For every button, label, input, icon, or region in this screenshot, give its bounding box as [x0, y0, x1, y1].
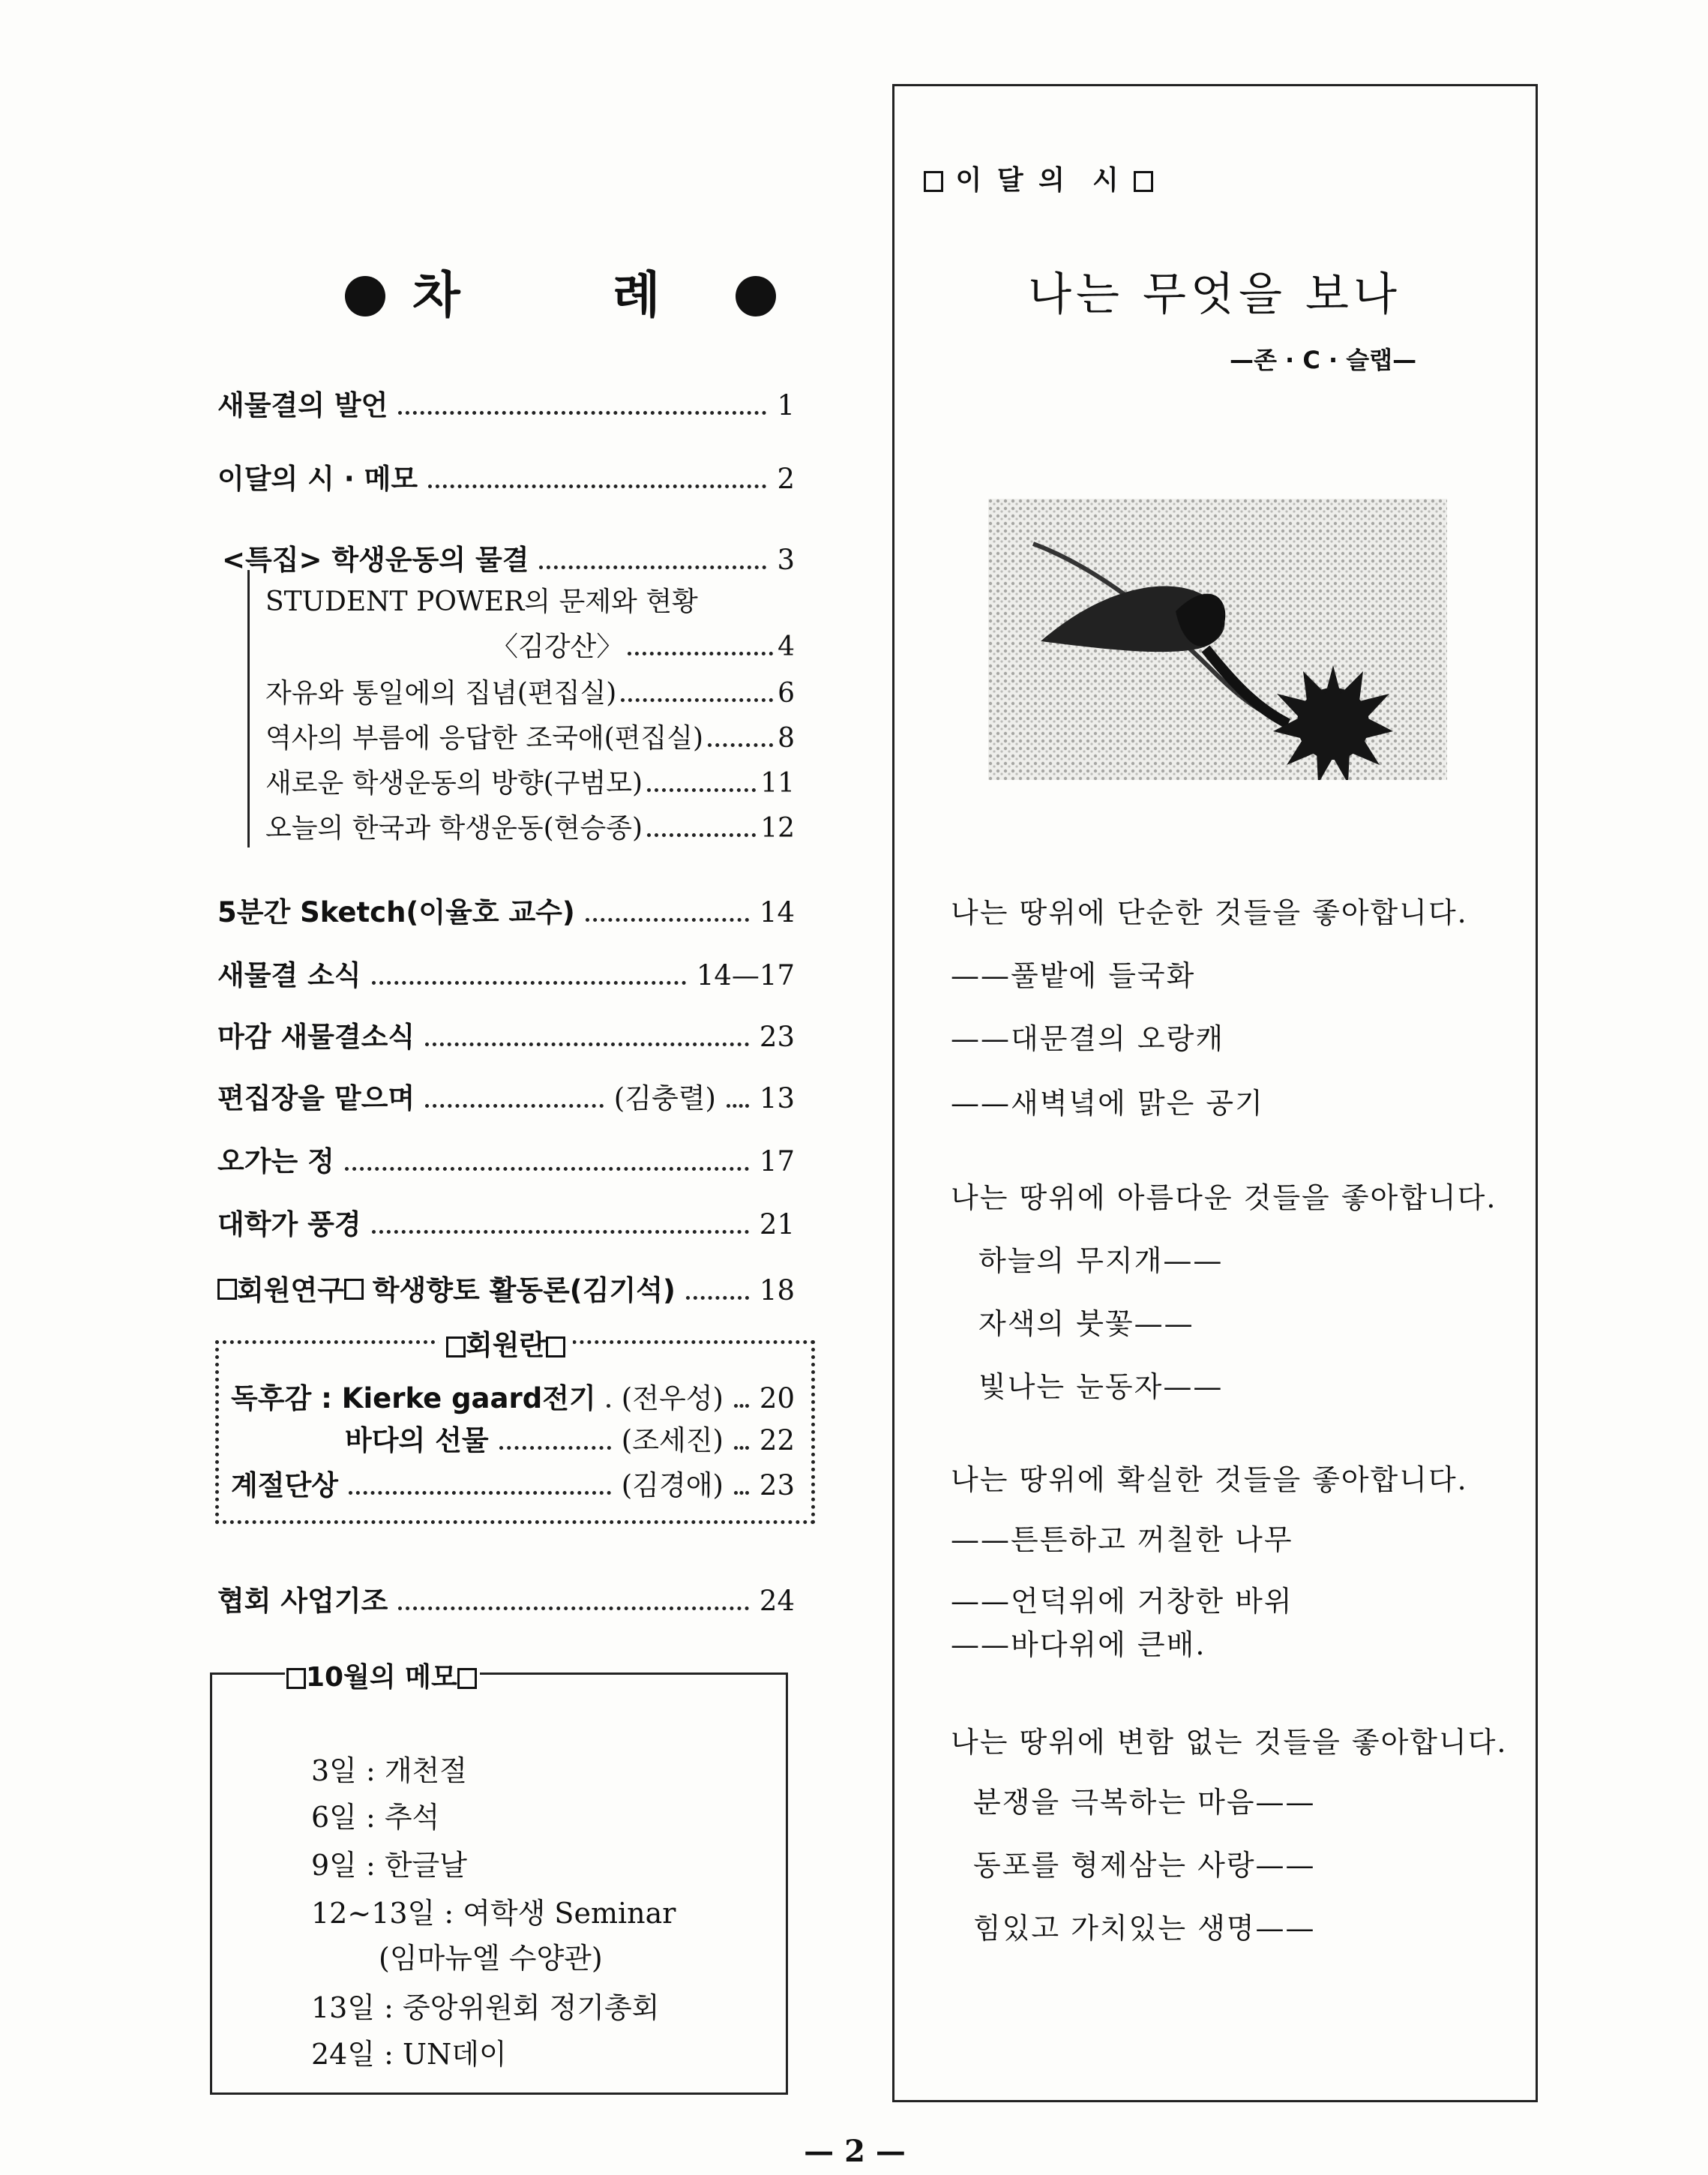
toc-entry-page: 24	[759, 1585, 795, 1617]
special-item-author	[491, 626, 795, 664]
poem-line: ——대문결의 오랑캐	[951, 1022, 1225, 1055]
memo-title-text: 10월의 메모	[306, 1662, 457, 1693]
poem-line: 빛나는 눈동자——	[978, 1370, 1224, 1403]
poem-stanza-lead: 나는 땅위에 단순한 것들을 좋아합니다.	[951, 896, 1468, 929]
toc-entry-label: 편집장을 맡으며	[217, 1082, 415, 1114]
toc-entry-page: 18	[759, 1274, 795, 1306]
member-entry-page: 23	[759, 1469, 795, 1502]
toc-entry-label: 이달의 시 · 메모	[217, 463, 418, 495]
memo-title	[286, 1656, 477, 1694]
toc-entry	[217, 1138, 795, 1179]
poem-author: —존 · C · 슬랩—	[1230, 346, 1417, 374]
poem-line: 동포를 형제삼는 사랑——	[973, 1849, 1316, 1882]
memo-item: 3일 : 개천절	[311, 1754, 467, 1787]
special-item	[265, 762, 795, 800]
toc-entry-page: 14—17	[696, 959, 795, 992]
toc-entry	[217, 1076, 795, 1116]
poem-line: 힘있고 가치있는 생명——	[973, 1912, 1316, 1945]
special-item	[265, 580, 795, 619]
memo-item: 12~13일 : 여학생 Seminar	[311, 1897, 676, 1930]
toc-entry-page: 2	[777, 463, 795, 495]
special-item-label: STUDENT POWER의 문제와 현황	[265, 586, 698, 617]
member-entry	[345, 1418, 795, 1458]
toc-entry-label: 새물결의 발언	[217, 389, 388, 422]
toc-entry	[217, 1578, 795, 1618]
bullet-dot-icon	[736, 276, 776, 316]
toc-entry-page: 1	[777, 389, 795, 422]
poem-line: 자색의 붓꽃——	[978, 1307, 1194, 1340]
member-entry-author: (김경애)	[621, 1469, 724, 1502]
special-item-page: 4	[778, 632, 795, 662]
poem-line: ——바다위에 큰배.	[951, 1628, 1206, 1661]
toc-entry-label: 오가는 정	[217, 1145, 334, 1178]
toc-entry-label: 회원연구	[237, 1274, 344, 1306]
member-entry-label: 독후감 : Kierke gaard전기	[231, 1382, 596, 1414]
special-item-page: 6	[778, 678, 795, 709]
poem-section-label	[924, 159, 1153, 197]
toc-entry-page: 21	[759, 1208, 795, 1240]
page-number: — 2 —	[804, 2134, 906, 2169]
poem-line: ——새벽녘에 맑은 공기	[951, 1087, 1264, 1120]
memo-item: 9일 : 한글날	[311, 1849, 467, 1882]
special-item	[265, 717, 795, 755]
memo-item: 6일 : 추석	[311, 1801, 440, 1834]
member-entry-author: (조세진)	[621, 1424, 724, 1456]
poem-title: 나는 무엇을 보나	[1028, 268, 1401, 321]
member-section-title-text: 회원란	[466, 1329, 547, 1361]
checkbox-square-icon	[1134, 171, 1153, 192]
member-entry-label: 계절단상	[231, 1469, 338, 1502]
toc-entry	[217, 1014, 795, 1054]
special-item-page: 8	[778, 723, 795, 754]
memo-item: 24일 : UN데이	[311, 2038, 507, 2071]
toc-title-text: 차 례	[412, 266, 728, 324]
toc-entry-label: 마감 새물결소식	[217, 1021, 415, 1053]
toc-entry-label: 대학가 풍경	[217, 1208, 361, 1240]
toc-entry-page: 13	[759, 1082, 795, 1114]
toc-entry-label: <특집> 학생운동의 물결	[222, 544, 529, 576]
toc-entry-page: 17	[759, 1145, 795, 1178]
toc-entry-special	[222, 537, 795, 578]
special-item	[265, 672, 795, 710]
member-entry	[231, 1376, 795, 1416]
toc-entry-page: 23	[759, 1021, 795, 1053]
checkbox-square-icon	[457, 1668, 477, 1689]
poem-stanza-lead: 나는 땅위에 아름다운 것들을 좋아합니다.	[951, 1181, 1497, 1214]
special-item	[265, 807, 795, 845]
member-entry-author: (전우성)	[621, 1382, 724, 1414]
toc-entry	[217, 382, 795, 423]
special-item-author-text: 〈김강산〉	[491, 632, 624, 662]
toc-entry-author: (김충렬)	[613, 1082, 716, 1114]
poem-line: ——튼튼하고 꺼칠한 나무	[951, 1523, 1293, 1556]
special-item-page: 12	[760, 813, 795, 844]
toc-entry-label: 학생향토 활동론(김기석)	[372, 1274, 676, 1306]
checkbox-square-icon	[446, 1336, 466, 1358]
special-bracket	[247, 570, 259, 848]
toc-entry-page: 3	[777, 544, 795, 576]
poem-line: ——풀밭에 들국화	[951, 959, 1196, 992]
special-item-label: 오늘의 한국과 학생운동(현승종)	[265, 813, 643, 844]
member-entry-label: 바다의 선물	[345, 1424, 489, 1456]
special-item-page: 11	[760, 768, 795, 799]
poem-section-label-text: 이 달 의 시	[955, 165, 1122, 196]
memo-item: (임마뉴엘 수양관)	[379, 1942, 603, 1975]
checkbox-square-icon	[344, 1279, 364, 1300]
toc-entry	[217, 890, 795, 930]
toc-entry-page: 14	[759, 896, 795, 928]
member-entry	[231, 1462, 795, 1503]
toc-title	[345, 255, 728, 326]
toc-entry-label: 협회 사업기조	[217, 1585, 388, 1617]
member-entry-page: 22	[759, 1424, 795, 1456]
checkbox-square-icon	[217, 1279, 237, 1300]
poem-stanza-lead: 나는 땅위에 확실한 것들을 좋아합니다.	[951, 1463, 1468, 1496]
memo-item: 13일 : 중앙위원회 정기총회	[311, 1991, 660, 2024]
toc-entry	[217, 1268, 795, 1308]
member-section-title	[439, 1322, 573, 1363]
special-item-label: 역사의 부름에 응답한 조국애(편집실)	[265, 723, 704, 754]
toc-entry-label: 5분간 Sketch(이율호 교수)	[217, 896, 575, 928]
flower-illustration	[988, 499, 1447, 780]
toc-entry	[217, 952, 795, 993]
poem-line: 하늘의 무지개——	[978, 1244, 1224, 1277]
checkbox-square-icon	[546, 1336, 565, 1358]
special-item-label: 자유와 통일에의 집념(편집실)	[265, 678, 617, 709]
toc-entry-label: 새물결 소식	[217, 959, 361, 992]
poem-stanza-lead: 나는 땅위에 변함 없는 것들을 좋아합니다.	[951, 1726, 1508, 1759]
toc-entry	[217, 456, 795, 496]
poem-line: ——언덕위에 거창한 바위	[951, 1585, 1293, 1618]
poem-line: 분쟁을 극복하는 마음——	[973, 1786, 1316, 1819]
checkbox-square-icon	[286, 1668, 306, 1689]
toc-entry	[217, 1202, 795, 1242]
bullet-dot-icon	[345, 276, 385, 316]
special-item-label: 새로운 학생운동의 방향(구범모)	[265, 768, 643, 799]
checkbox-square-icon	[924, 171, 943, 192]
member-entry-page: 20	[759, 1382, 795, 1414]
